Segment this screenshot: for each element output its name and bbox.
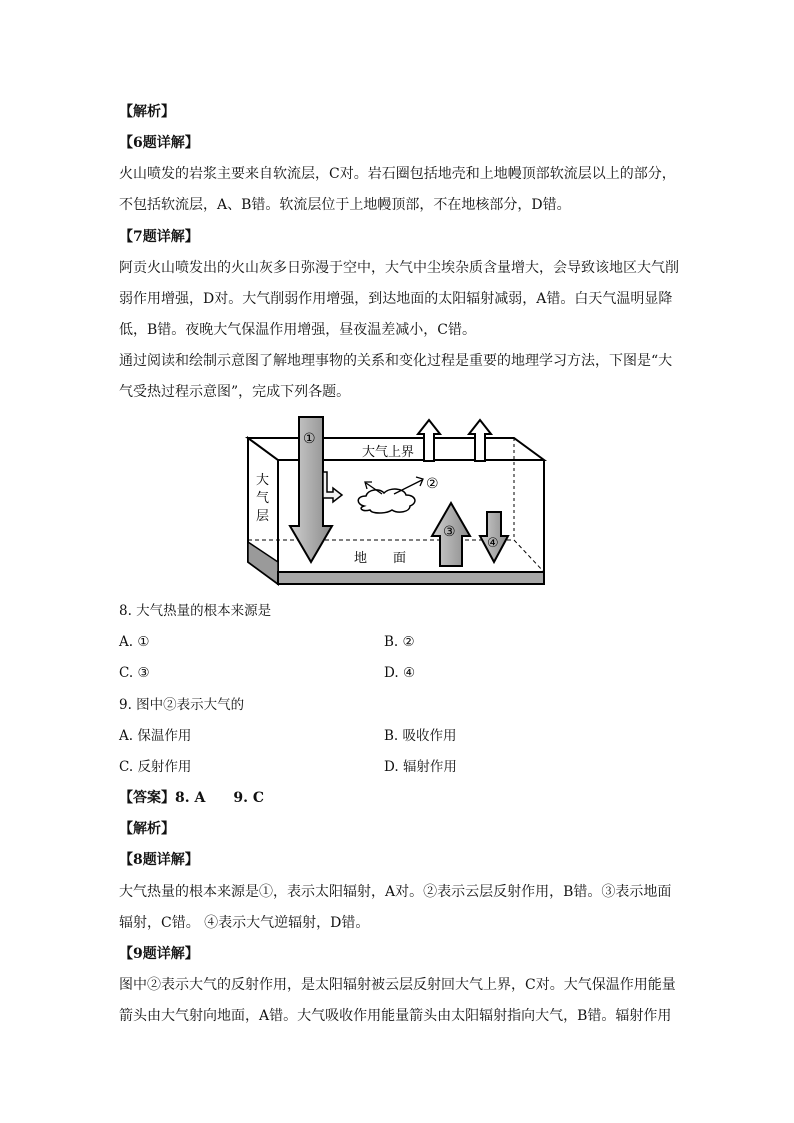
option-letter: C. bbox=[119, 665, 134, 681]
option-letter: B. bbox=[384, 634, 399, 650]
atmosphere-label-char-2: 气 bbox=[256, 491, 270, 506]
q7-text-line-1: 阿贡火山喷发出的火山灰多日弥漫于空中，大气中尘埃杂质含量增大，会导致该地区大气削 bbox=[119, 260, 679, 276]
option-letter: A. bbox=[119, 634, 134, 650]
intro-text-line-2: 气受热过程示意图”，完成下列各题。 bbox=[119, 384, 351, 400]
option-text: ④ bbox=[402, 665, 416, 681]
option-letter: D. bbox=[384, 759, 399, 775]
q8-option-d bbox=[384, 663, 415, 683]
q7-detail-heading: 【7题详解】 bbox=[119, 229, 199, 245]
q9-option-d bbox=[384, 757, 457, 777]
option-text: 反射作用 bbox=[137, 759, 192, 775]
option-letter: D. bbox=[384, 665, 399, 681]
ground-right-edge bbox=[514, 540, 544, 572]
marker-1: ① bbox=[303, 431, 316, 447]
q8-option-a bbox=[119, 632, 149, 652]
option-text: 吸收作用 bbox=[402, 728, 457, 744]
q8-text-line-1: 大气热量的根本来源是①，表示太阳辐射，A对。②表示云层反射作用，B错。③表示地面 bbox=[119, 884, 672, 900]
ground-strip bbox=[278, 572, 544, 584]
q9-option-b bbox=[384, 726, 457, 746]
intro-text-line-1: 通过阅读和绘制示意图了解地理事物的关系和变化过程是重要的地理学习方法，下图是“大 bbox=[119, 353, 673, 369]
q8-option-b bbox=[384, 632, 415, 652]
option-letter: A. bbox=[119, 728, 134, 744]
option-text: 辐射作用 bbox=[402, 759, 457, 775]
option-letter: B. bbox=[384, 728, 399, 744]
q9-option-a bbox=[119, 726, 191, 746]
q9-text-line-2: 箭头由大气射向地面，A错。大气吸收作用能量箭头由太阳辐射指向大气，B错。辐射作用 bbox=[119, 1008, 672, 1024]
q8-option-c bbox=[119, 663, 150, 683]
q6-text-line-2: 不包括软流层，A、B错。软流层位于上地幔顶部，不在地核部分，D错。 bbox=[119, 197, 571, 213]
question-8-stem: 8. 大气热量的根本来源是 bbox=[119, 603, 272, 619]
upper-boundary-label: 大气上界 bbox=[362, 445, 415, 460]
q9-text-line-1: 图中②表示大气的反射作用，是太阳辐射被云层反射回大气上界，C对。大气保温作用能量 bbox=[119, 977, 676, 993]
q6-detail-heading: 【6题详解】 bbox=[119, 135, 199, 151]
reflection-arrow-out bbox=[394, 480, 422, 494]
option-text: ③ bbox=[137, 665, 150, 681]
absorption-branch-arrow bbox=[323, 472, 342, 502]
marker-4: ④ bbox=[487, 536, 499, 551]
atmosphere-label-char-1: 大 bbox=[256, 473, 270, 488]
analysis-heading: 【解析】 bbox=[119, 104, 175, 120]
atmosphere-label-char-3: 层 bbox=[256, 509, 270, 524]
analysis-heading-2: 【解析】 bbox=[119, 821, 175, 837]
answer-line: 【答案】8. A 9. C bbox=[119, 790, 264, 806]
ground-label: 地 面 bbox=[354, 551, 407, 566]
marker-3: ③ bbox=[443, 524, 456, 540]
marker-2: ② bbox=[426, 476, 439, 492]
q9-option-c bbox=[119, 757, 191, 777]
q7-text-line-3: 低，B错。夜晚大气保温作用增强，昼夜温差减小，C错。 bbox=[119, 322, 476, 338]
atmosphere-heating-diagram bbox=[244, 416, 550, 588]
q8-detail-heading: 【8题详解】 bbox=[119, 852, 199, 868]
cloud-icon bbox=[358, 489, 415, 513]
q9-detail-heading: 【9题详解】 bbox=[119, 946, 199, 962]
question-9-stem: 9. 图中②表示大气的 bbox=[119, 697, 245, 713]
option-text: ① bbox=[137, 634, 150, 650]
q6-text-line-1: 火山喷发的岩浆主要来自软流层，C对。岩石圈包括地壳和上地幔顶部软流层以上的部分， bbox=[119, 166, 676, 182]
option-text: 保温作用 bbox=[137, 728, 192, 744]
option-text: ② bbox=[402, 634, 415, 650]
option-letter: C. bbox=[119, 759, 134, 775]
q7-text-line-2: 弱作用增强，D对。大气削弱作用增强，到达地面的太阳辐射减弱，A错。白天气温明显降 bbox=[119, 291, 673, 307]
q8-text-line-2: 辐射，C错。 ④表示大气逆辐射，D错。 bbox=[119, 915, 370, 931]
